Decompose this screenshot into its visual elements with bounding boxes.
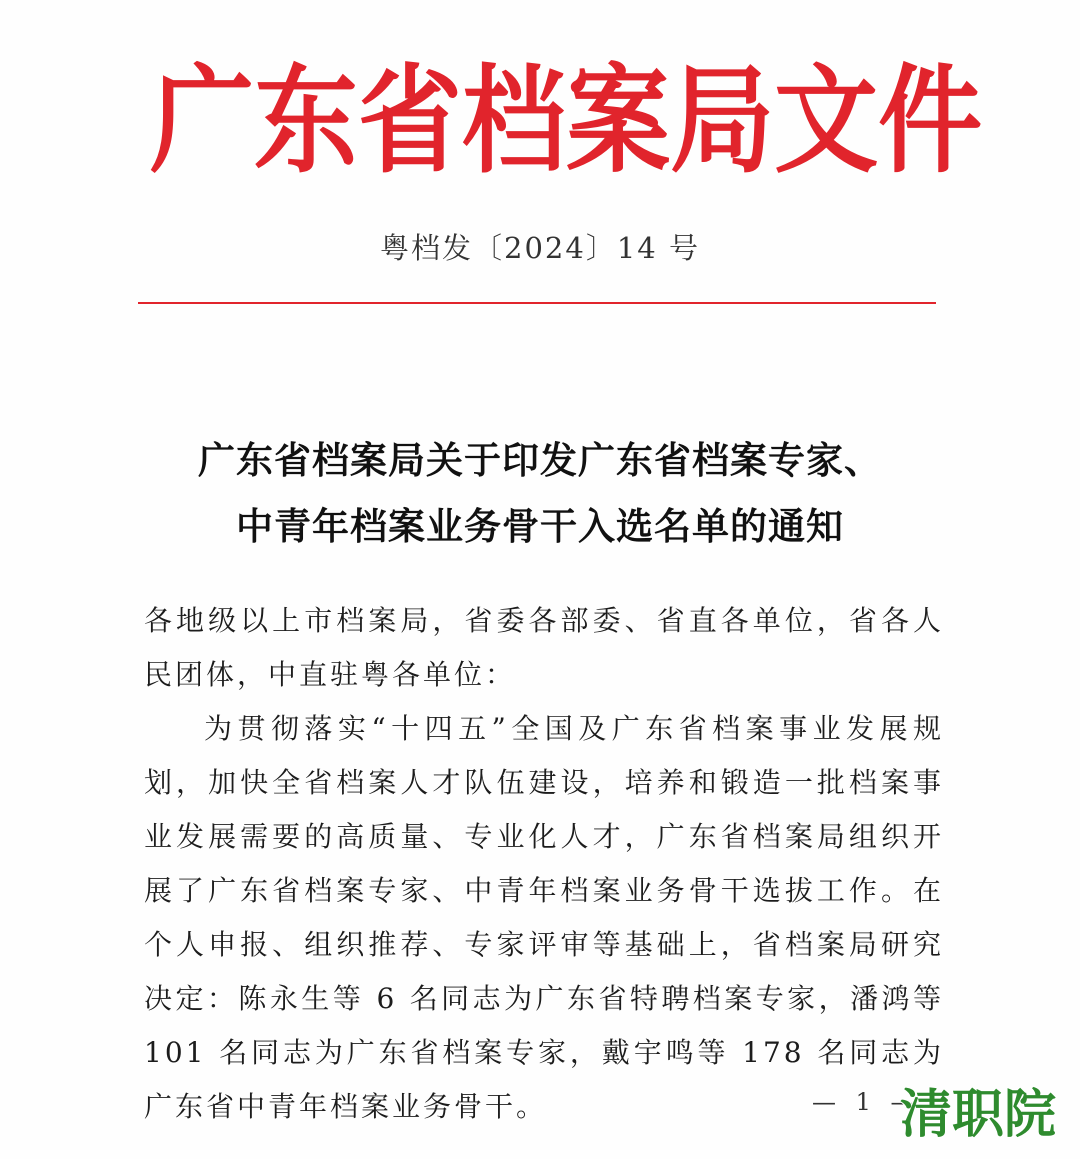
header-char: 省 bbox=[358, 51, 463, 190]
addressee-paragraph: 各地级以上市档案局，省委各部委、省直各单位，省各人民团体，中直驻粤各单位： bbox=[144, 604, 944, 691]
watermark-calligraphy bbox=[896, 1076, 1062, 1146]
header-char: 件 bbox=[878, 51, 983, 190]
header-char: 局 bbox=[670, 51, 775, 190]
header-char: 档 bbox=[462, 51, 567, 190]
document-header-title bbox=[150, 48, 983, 190]
body-paragraph: 为贯彻落实“十四五”全国及广东省档案事业发展规划，加快全省档案人才队伍建设，培养和锻造一批档案事业发展需要的高质量、专业化人才，广东省档案局组织开展了广东省档案专家、中青年档案业务骨干选拔工作。在个人申报、组织推荐、专家评审等基础上，省档案局研究决定：陈永生等 6 名同志为广东省特聘档案专家，潘鸿等 101 名同志为广东省档案专家，戴宇鸣等 178 名同志为广东省中青年档案业务骨干。 bbox=[144, 712, 944, 1123]
notice-body bbox=[144, 594, 944, 1134]
notice-title-line-1: 广东省档案局关于印发广东省档案专家、 bbox=[198, 439, 882, 482]
header-char: 案 bbox=[566, 51, 671, 190]
watermark-logo bbox=[896, 1076, 1062, 1146]
notice-title-line-2: 中青年档案业务骨干入选名单的通知 bbox=[236, 505, 844, 548]
header-char: 文 bbox=[774, 51, 879, 190]
notice-title bbox=[0, 428, 1080, 560]
document-number: 粤档发〔2024〕14 号 bbox=[380, 231, 700, 265]
watermark-text: 清职院 bbox=[900, 1085, 1057, 1145]
red-divider-line bbox=[138, 302, 936, 304]
header-char: 东 bbox=[254, 51, 359, 190]
page-number: — 1 — bbox=[812, 1088, 921, 1116]
header-char: 广 bbox=[150, 51, 255, 190]
